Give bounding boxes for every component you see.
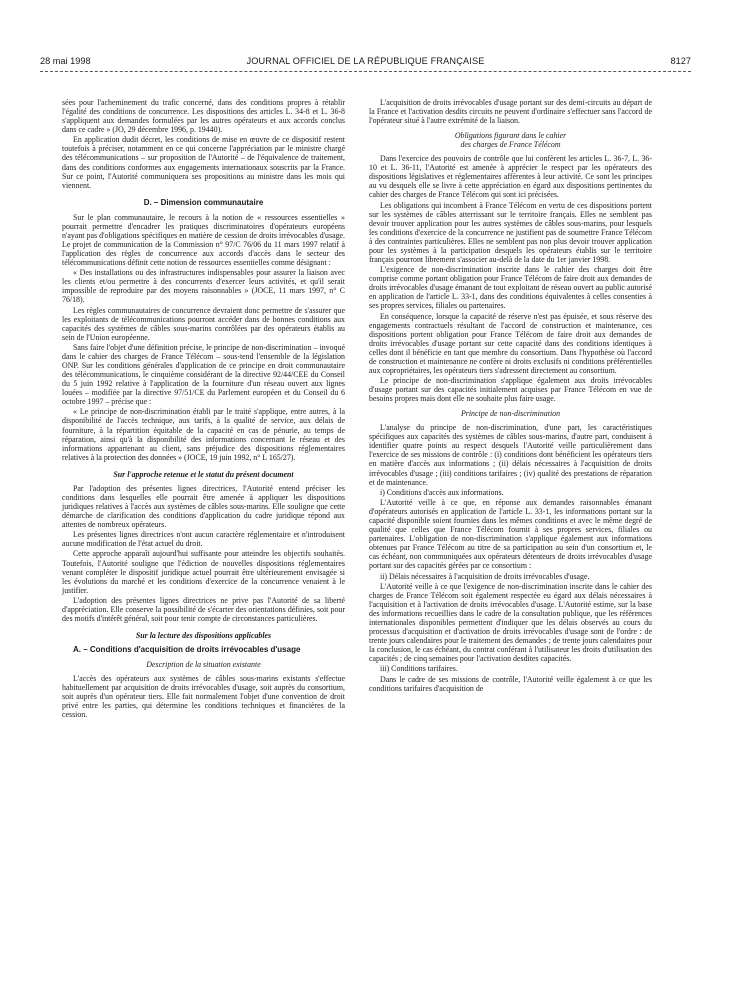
paragraph: Par l'adoption des présentes lignes directrices, l'Autorité entend préciser les conditions dans lesquelles elle pourrait être amenée à appliquer les dispositions juridiques relatives à l'accès aux systèmes de câbles sous-marins. Elle souligne que cette démarche de clarification des conditions d'application du cadre juridique répond aux attentes de nombreux opérateurs.	[62, 483, 345, 529]
header-rule	[40, 71, 691, 72]
left-column	[62, 98, 345, 721]
paragraph: L'adoption des présentes lignes directrices ne prive pas l'Autorité de sa liberté d'appréciation. Elle conserve la possibilité de s'écarter des orientations définies, soit pour des motifs d'intérêt général, soit pour tenir compte de circonstances particulières.	[62, 595, 345, 623]
paragraph: En application dudit décret, les conditions de mise en œuvre de ce dispositif restent toutefois à préciser, notamment en ce qui concerne l'appréciation par le ministre chargé des télécommunications – sur proposition de l'Autorité – de l'équivalence de traitement, dans des conditions conformes aux engagements internationaux souscrits par la France. Sur ce point, l'Autorité communiquera ses propositions au ministre dans les mois qui viennent.	[62, 135, 345, 190]
paragraph: En conséquence, lorsque la capacité de réserve n'est pas épuisée, et sous réserve des engagements contractuels résultant de l'accord de construction et maintenance, ces dispositions portent obligation pour France Télécom de faire droit aux demandes de droits irrévocables d'usage portant sur cette capacité dans des conditions identiques à celles dont il bénéficie en tant que membre du consortium. Dans l'hypothèse où l'accord de construction et maintenance ne confère ni droits exclusifs ni conditions préférentielles aux copropriétaires, les opérateurs tiers s'adressent directement au consortium.	[369, 311, 652, 375]
page-header	[40, 56, 691, 70]
section-heading: D. – Dimension communautaire	[143, 197, 264, 207]
section-heading: A. – Conditions d'acquisition de droits irrévocables d'usage	[73, 645, 301, 655]
paragraph: sées pour l'acheminement du trafic concerné, dans des conditions propres à rétablir l'égalité des conditions de concurrence. Les dispositions des articles L. 34-8 et L. 36-8 s'appliquent aux demandes formulées par les autres opérateurs et aux accords conclus dans ce cadre » (JO, 29 décembre 1996, p. 19440).	[62, 98, 345, 135]
paragraph: L'exigence de non-discrimination inscrite dans le cahier des charges doit être comprise comme portant obligation pour France Télécom de faire droit aux demandes de droits irrévocables d'usage émanant de tout exploitant de réseau ouvert au public autorisé en application de l'article L. 33-1, dans des conditions équivalentes à celles consenties à ses propres services, filiales ou partenaires.	[369, 265, 652, 311]
subsection-heading-line: Obligations figurant dans le cahier	[454, 131, 567, 141]
paragraph: L'accès des opérateurs aux systèmes de câbles sous-marins existants s'effectue habituellement par acquisition de droits irrévocables d'usage, soit auprès du consortium, soit auprès d'un opérateur tiers. Elle fait normalement l'objet d'une convention de droit privé entre les parties, qui détermine les conditions techniques et financières de la cession.	[62, 674, 345, 720]
subsection-heading	[369, 131, 652, 149]
header-journal-title: JOURNAL OFFICIEL DE LA RÉPUBLIQUE FRANÇAISE	[246, 56, 485, 66]
subsection-heading: Sur l'approche retenue et le statut du présent document	[113, 469, 294, 479]
list-item: iii) Conditions tarifaires.	[380, 664, 458, 674]
paragraph: Sans faire l'objet d'une définition précise, le principe de non-discrimination – invoqué dans le cahier des charges de France Télécom – sous-tend l'ensemble de la législation ONP. Sur les conditions générales d'application de ce principe en droit communautaire des télécommunications, le cinquième considérant de la directive 92/44/CEE du Conseil du 5 juin 1992 relative à l'application de la fourniture d'un réseau ouvert aux lignes louées – modifiée par la directive 97/51/CE du Parlement européen et du Conseil du 6 octobre 1997 – précise que :	[62, 342, 345, 407]
quote-paragraph: « Des installations ou des infrastructures indispensables pour assurer la liaison avec les clients et/ou permettre à des concurrents d'exercer leurs activités, et qu'il serait impossible de reproduire par des moyens raisonnables » (JOCE, 11 mars 1997, n° C 76/18).	[62, 268, 345, 305]
paragraph: Sur le plan communautaire, le recours à la notion de « ressources essentielles » pourrait permettre d'encadrer les pratiques discriminatoires d'opérateurs européens n'ayant pas d'obligations spécifiques en matière de cession de droits irrévocables d'usage. Le projet de communication de la Commission n° 97/C 76/06 du 11 mars 1997 relatif à l'application des règles de concurrence aux accords d'accès dans le secteur des télécommunications définit cette notion de ressources essentielles comme désignant :	[62, 212, 345, 267]
paragraph: Cette approche apparaît aujourd'hui suffisante pour atteindre les objectifs souhaités. Toutefois, l'Autorité souligne que l'édiction de nouvelles dispositions réglementaires venant compléter le dispositif juridique actuel pourrait être ultérieurement envisagée si les évolutions du marché et les conditions d'exercice de la concurrence venaient à le justifier.	[62, 549, 345, 595]
subsection-heading: Description de la situation existante	[146, 660, 261, 670]
paragraph: L'Autorité veille à ce que l'exigence de non-discrimination inscrite dans le cahier des charges de France Télécom soit également respectée eu égard aux délais nécessaires à l'acquisition et à l'activation de droits irrévocables d'usage. L'Autorité estime, sur la base des informations recueillies dans le cadre de la consultation publique, que les références internationales disponibles permettent d'indiquer que les délais observés au cours du processus d'acquisition et d'activation de droits irrévocables d'usage sont de l'ordre : de trente jours calendaires pour le traitement des demandes ; de trente jours calendaires pour la conclusion, le cas échéant, du contrat conférant à l'utilisateur les droits d'utilisation des capacités ; de cinq semaines pour l'activation desdites capacités.	[369, 581, 652, 664]
list-item: i) Conditions d'accès aux informations.	[380, 487, 504, 497]
paragraph: Le principe de non-discrimination s'applique également aux droits irrévocables d'usage portant sur des capacités initialement acquises par France Télécom en vue de besoins propres mais dont elle ne souhaite plus faire usage.	[369, 376, 652, 404]
subsection-heading: Sur la lecture des dispositions applicables	[135, 631, 272, 641]
paragraph: Les règles communautaires de concurrence devraient donc permettre de s'assurer que les exploitants de télécommunications pourront accéder dans de bonnes conditions aux capacités des systèmes de câbles sous-marins contrôlées par des opérateurs établis au sein de l'Union européenne.	[62, 305, 345, 342]
header-date: 28 mai 1998	[40, 56, 91, 66]
paragraph: L'analyse du principe de non-discrimination, d'une part, les caractéristiques spécifiques aux capacités des systèmes de câbles sous-marins, d'autre part, conduisent à identifier quatre points au respect desquels l'Autorité veille particulièrement dans l'exercice de ses missions de contrôle : (i) conditions dont bénéficient les opérateurs tiers en matière d'accès aux informations ; (ii) délais nécessaires à l'acquisition de droits irrévocables d'usage ; (iii) conditions tarifaires ; (iv) qualité des prestations de réparation et de maintenance.	[369, 423, 652, 487]
paragraph: Dans l'exercice des pouvoirs de contrôle que lui confèrent les articles L. 36-7, L. 36-10 et L. 36-11, l'Autorité est amenée à apprécier le respect par les opérateurs des dispositions législatives et réglementaires afférentes à leur activité. Ce sont les principes au vu desquels elle se livre à cette appréciation en égard aux dispositions pertinentes du cahier des charges de France Télécom qui sont ici précisées.	[369, 154, 652, 200]
paragraph: L'Autorité veille à ce que, en réponse aux demandes raisonnables émanant d'opérateurs autorisés en application de l'article L. 33-1, les informations portant sur la capacité disponible soient fournies dans les mêmes conditions et avec le même degré de qualité que celles que France Télécom fournit à ses propres services, filiales ou partenaires. L'obligation de non-discrimination s'applique également aux informations obtenues par France Télécom au titre de sa participation au sein d'un consortium et, le cas échéant, non communiquées aux opérateurs détenteurs de droits irrévocables d'usage portant sur des capacités gérées par ce consortium :	[369, 498, 652, 571]
header-page-number: 8127	[670, 56, 691, 66]
list-item: ii) Délais nécessaires à l'acquisition de droits irrévocables d'usage.	[380, 571, 590, 581]
quote-paragraph: « Le principe de non-discrimination établi par le traité s'applique, entre autres, à la disponibilité de l'accès technique, aux tarifs, à la qualité de service, aux délais de fourniture, à la répartition équitable de la capacité en cas de pénurie, au temps de réparation, ainsi qu'à la disponibilité des informations concernant le réseau et des informations appartenant au client, sans préjudice des dispositions réglementaires relatives à la protection des données » (JOCE, 19 juin 1992, n° L 165/27).	[62, 407, 345, 462]
right-column	[369, 98, 652, 694]
subsection-heading: Principe de non-discrimination	[460, 409, 561, 419]
subsection-heading-line: des charges de France Télécom	[460, 140, 561, 150]
paragraph: Les obligations qui incombent à France Télécom en vertu de ces dispositions portent sur les systèmes de câbles atterrissant sur le territoire français. Elles ne semblent pas devoir trouver application pour les autres systèmes de câbles sous-marins, pour lesquels les conditions d'exercice de la concurrence ne justifient pas de soumettre France Télécom à des contraintes particulières. Elles ne semblent pas non plus devoir trouver application pour les systèmes à la participation desquels les opérateurs établis sur le territoire français pourront librement s'associer au-delà de la date du 1er janvier 1998.	[369, 200, 652, 264]
paragraph: Dans le cadre de ses missions de contrôle, l'Autorité veille également à ce que les conditions tarifaires d'acquisition de	[369, 674, 652, 693]
paragraph: L'acquisition de droits irrévocables d'usage portant sur des demi-circuits au départ de la France et l'activation desdits circuits ne peuvent d'ordinaire s'effectuer sans l'accord de l'opérateur situé à l'autre extrémité de la liaison.	[369, 98, 652, 126]
paragraph: Les présentes lignes directrices n'ont aucun caractère réglementaire et n'introduisent aucune modification de l'état actuel du droit.	[62, 530, 345, 549]
